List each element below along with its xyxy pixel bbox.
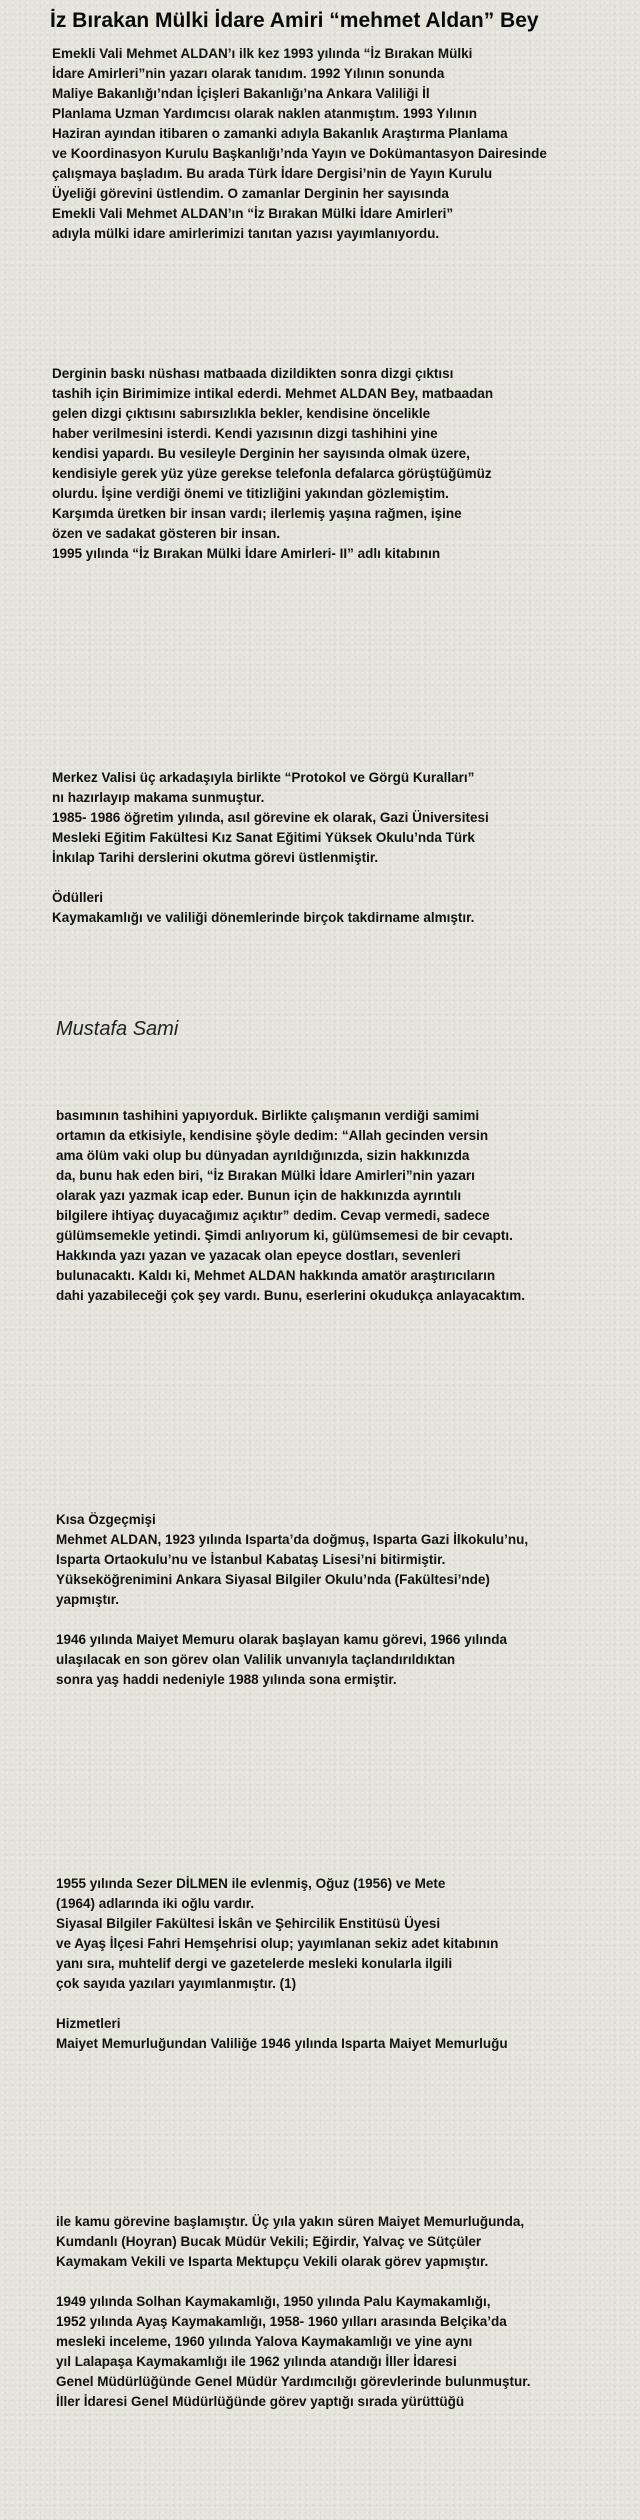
text-line: Karşımda üretken bir insan vardı; ilerlemiş yaşına rağmen, işine — [52, 506, 462, 521]
text-line: İller İdaresi Genel Müdürlüğünde görev yaptığı sırada yürüttüğü — [56, 2394, 465, 2409]
article-title: İz Bırakan Mülki İdare Amiri “mehmet Aldan” Bey — [50, 9, 539, 32]
text-line: ulaşılacak en son görev olan Valilik unvanıyla taçlandırıldıktan — [56, 1652, 456, 1667]
text-line: İnkılap Tarihi derslerini okutma görevi üstlenmiştir. — [52, 850, 379, 865]
text-line: Kaymakam Vekili ve Isparta Mektupçu Vekili olarak görev yapmıştır. — [56, 2254, 489, 2269]
text-line — [52, 868, 489, 888]
text-line: 1949 yılında Solhan Kaymakamlığı, 1950 yılında Palu Kaymakamlığı, — [56, 2294, 491, 2309]
paragraph-protocol-awards — [52, 768, 489, 928]
text-line — [56, 1994, 508, 2014]
text-line: yıl Lalapaşa Kaymakamlığı ile 1962 yılında atandığı İller İdaresi — [56, 2354, 457, 2369]
text-line: çok sayıda yazıları yayımlanmıştır. (1) — [56, 1976, 297, 1991]
text-line: ile kamu görevine başlamıştır. Üç yıla yakın süren Maiyet Memurluğunda, — [56, 2214, 525, 2229]
text-line: gelen dizgi çıktısını sabırsızlıkla bekler, kendisine öncelikle — [52, 406, 431, 421]
text-line: Kumdanlı (Hoyran) Bucak Müdür Vekili; Eğirdir, Yalvaç ve Sütçüler — [56, 2234, 482, 2249]
text-line: İdare Amirleri”nin yazarı olarak tanıdım. 1992 Yılının sonunda — [52, 66, 445, 81]
text-line: da, bunu hak eden biri, “İz Bırakan Mülki İdare Amirleri”nin yazarı — [56, 1168, 475, 1183]
text-line: çalışmaya başladım. Bu arada Türk İdare Dergisi’nin de Yayın Kurulu — [52, 166, 493, 181]
author-signature: Mustafa Sami — [56, 1018, 179, 1040]
text-line: basımının tashihini yapıyorduk. Birlikte çalışmanın verdiği samimi — [56, 1108, 480, 1123]
text-line: haber verilmesini isterdi. Kendi yazısının dizgi tashihini yine — [52, 426, 438, 441]
text-line: 1952 yılında Ayaş Kaymakamlığı, 1958- 1960 yılları arasında Belçika’da — [56, 2314, 507, 2329]
text-line: Üyeliği görevini üstlendim. O zamanlar Derginin her sayısında — [52, 186, 449, 201]
text-line: Siyasal Bilgiler Fakültesi İskân ve Şehircilik Enstitüsü Üyesi — [56, 1916, 441, 1931]
paragraph-short-bio — [56, 1510, 528, 1690]
text-line: Merkez Valisi üç arkadaşıyla birlikte “Protokol ve Görgü Kuralları” — [52, 770, 475, 785]
text-line: ve Koordinasyon Kurulu Başkanlığı’nda Yayın ve Dokümantasyon Dairesinde — [52, 146, 547, 161]
text-line: (1964) adlarında iki oğlu vardır. — [56, 1896, 255, 1911]
text-line: Mesleki Eğitim Fakültesi Kız Sanat Eğitimi Yüksek Okulu’nda Türk — [52, 830, 475, 845]
text-line: bilgilere ihtiyaç duyacağımız açıktır” dedim. Cevap vermedi, sadece — [56, 1208, 490, 1223]
text-line: Maliye Bakanlığı’ndan İçişleri Bakanlığı’na Ankara Valiliği İl — [52, 86, 430, 101]
text-line: Haziran ayından itibaren o zamanki adıyla Bakanlık Araştırma Planlama — [52, 126, 508, 141]
text-line: mesleki inceleme, 1960 yılında Yalova Kaymakamlığı ve yine aynı — [56, 2334, 473, 2349]
text-line: Planlama Uzman Yardımcısı olarak naklen atanmıştım. 1993 Yılının — [52, 106, 477, 121]
text-line: olarak yazı yazmak icap eder. Bunun için de hakkınızda ayrıntılı — [56, 1188, 462, 1203]
text-line — [56, 2272, 531, 2292]
awards-heading: Ödülleri — [52, 890, 104, 905]
text-line: ortamın da etkisiyle, kendisine şöyle dedim: “Allah gecinden versin — [56, 1128, 489, 1143]
text-line: dahi yazabileceği çok şey vardı. Bunu, eserlerini okudukça anlayacaktım. — [56, 1288, 525, 1303]
text-line: Hakkında yazı yazan ve yazacak olan epeyce dostları, sevenleri — [56, 1248, 461, 1263]
text-line: Mehmet ALDAN, 1923 yılında Isparta’da doğmuş, Isparta Gazi İlkokulu’nu, — [56, 1532, 529, 1547]
text-line: Emekli Vali Mehmet ALDAN’ı ilk kez 1993 yılında “İz Bırakan Mülki — [52, 46, 473, 61]
text-line: adıyla mülki idare amirlerimizi tanıtan yazısı yayımlanıyordu. — [52, 226, 440, 241]
paragraph-print-proofs — [52, 364, 493, 564]
text-line: 1955 yılında Sezer DİLMEN ile evlenmiş, Oğuz (1956) ve Mete — [56, 1876, 446, 1891]
text-line: sonra yaş haddi nedeniyle 1988 yılında sona ermiştir. — [56, 1672, 397, 1687]
services-heading: Hizmetleri — [56, 2016, 121, 2031]
paragraph-proofreading — [56, 1106, 525, 1306]
text-line — [56, 1610, 528, 1630]
paragraph-intro — [52, 44, 547, 244]
text-line: olurdu. İşine verdiği önemi ve titizliğini yakından gözlemiştim. — [52, 486, 449, 501]
text-line: Kaymakamlığı ve valiliği dönemlerinde birçok takdirname almıştır. — [52, 910, 475, 925]
text-line: özen ve sadakat gösteren bir insan. — [52, 526, 281, 541]
text-line: Derginin baskı nüshası matbaada dizildikten sonra dizgi çıktısı — [52, 366, 454, 381]
text-line: yanı sıra, muhtelif dergi ve gazetelerde mesleki konularla ilgili — [56, 1956, 453, 1971]
paragraph-career — [56, 2212, 531, 2412]
text-line: Genel Müdürlüğünde Genel Müdür Yardımcılığı görevlerinde bulunmuştur. — [56, 2374, 531, 2389]
text-line: Isparta Ortaokulu’nu ve İstanbul Kabataş Lisesi’ni bitirmiştir. — [56, 1552, 446, 1567]
text-line: ama ölüm vaki olup bu dünyadan ayrıldığınızda, sizin hakkınızda — [56, 1148, 470, 1163]
text-line: Emekli Vali Mehmet ALDAN’ın “İz Bırakan Mülki İdare Amirleri” — [52, 206, 454, 221]
text-line: ve Ayaş İlçesi Fahri Hemşehrisi olup; yayımlanan sekiz adet kitabının — [56, 1936, 499, 1951]
paragraph-family-services — [56, 1874, 508, 2054]
text-line: gülümsemekle yetindi. Şimdi anlıyorum ki, gülümsemesi de bir cevaptı. — [56, 1228, 513, 1243]
text-line: Maiyet Memurluğundan Valiliğe 1946 yılında Isparta Maiyet Memurluğu — [56, 2036, 508, 2051]
text-line: 1995 yılında “İz Bırakan Mülki İdare Amirleri- II” adlı kitabının — [52, 546, 441, 561]
text-line: bulunacaktı. Kaldı ki, Mehmet ALDAN hakkında amatör araştırıcıların — [56, 1268, 496, 1283]
text-line: kendisi yapardı. Bu vesileyle Derginin her sayısında olmak üzere, — [52, 446, 470, 461]
text-line: 1946 yılında Maiyet Memuru olarak başlayan kamu görevi, 1966 yılında — [56, 1632, 507, 1647]
text-line: yapmıştır. — [56, 1592, 120, 1607]
text-line: Yükseköğrenimini Ankara Siyasal Bilgiler Okulu’nda (Fakültesi’nde) — [56, 1572, 490, 1587]
text-line: nı hazırlayıp makama sunmuştur. — [52, 790, 265, 805]
text-line: 1985- 1986 öğretim yılında, asıl görevine ek olarak, Gazi Üniversitesi — [52, 810, 489, 825]
text-line: tashih için Birimimize intikal ederdi. Mehmet ALDAN Bey, matbaadan — [52, 386, 494, 401]
bio-heading: Kısa Özgeçmişi — [56, 1512, 156, 1527]
text-line: kendisiyle gerek yüz yüze gerekse telefonla defalarca görüştüğümüz — [52, 466, 492, 481]
